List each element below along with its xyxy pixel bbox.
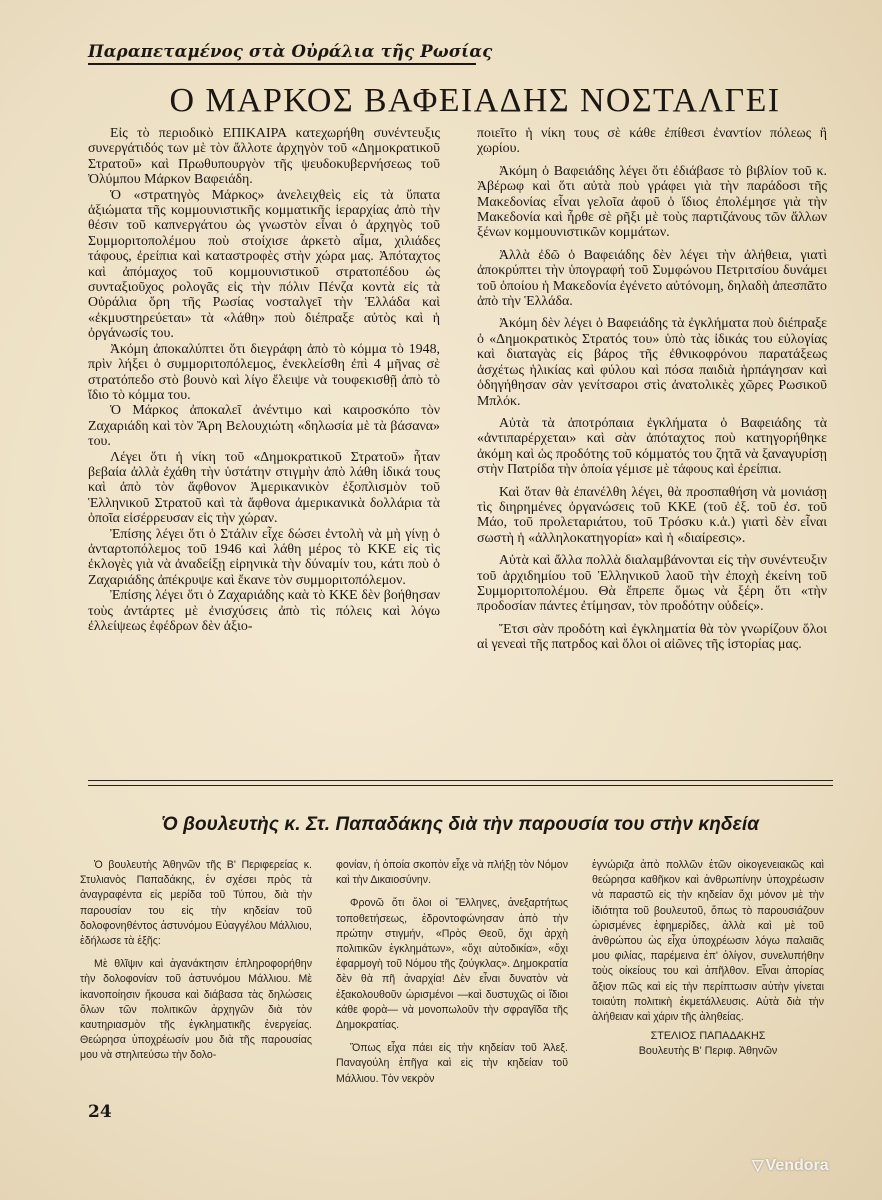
page-number: 24 bbox=[88, 1102, 112, 1122]
paragraph: φονίαν, ἡ ὁποία σκοπὸν εἶχε νὰ πλήξῃ τὸν Νόμον καὶ τὴν Δικαιοσύνην. bbox=[336, 859, 568, 887]
watermark bbox=[752, 1156, 829, 1175]
paragraph: Ὅπως εἶχα πάει εἰς τὴν κηδείαν τοῦ Ἀλεξ. Παναγούλη ἐπῆγα καὶ εἰς τὴν κηδείαν τοῦ Μάλλιου. Τὸν νεκρὸν bbox=[336, 1042, 568, 1085]
paragraph: Αὐτὰ καὶ ἄλλα πολλὰ διαλαμβάνονται εἰς τὴν συνέντευξιν τοῦ ἀρχιδημίου τοῦ Ἑλληνικοῦ λαοῦ τὴν ἐποχὴ ἐκείνη τοῦ Συμμοριτοπολέμου. Θὰ ἔπρεπε ὅμως νὰ ξέρη ὅτι «τὴν προδοσίαν πάντες ἐτίμησαν, τὸν προδότην οὐδείς». bbox=[477, 553, 827, 615]
paragraph: Ἀκόμη ἀποκαλύπτει ὅτι διεγράφη ἀπὸ τὸ κόμμα τὸ 1948, πρὶν λήξει ὁ συμμοριτοπόλεμος, ἐνεκλείσθη ἐπὶ 4 μῆνας σὲ στρατόπεδο στὸ βουνὸ καὶ λίγο ἔλειψε νὰ τουφεκισθῇ ἀπὸ τὸ ἴδιο τὸ κόμμα του. bbox=[88, 341, 440, 403]
second-article-headline: Ὁ βουλευτὴς κ. Στ. Παπαδάκης διὰ τὴν παρουσία του στὴν κηδεία bbox=[161, 814, 760, 835]
paragraph: Ὁ Μάρκος ἀποκαλεῖ ἀνέντιμο καὶ καιροσκόπο τὸν Ζαχαριάδη καὶ τὸν Ἄρη Βελουχιώτη «δηλωσία μὲ τὰ βάσανα» του. bbox=[88, 403, 440, 450]
paragraph: Φρονῶ ὅτι ὅλοι οἱ Ἕλληνες, ἀνεξαρτήτως τοποθετήσεως, ἐδροντοφώνησαν ἀπὸ τὴν πρώτην στιγμήν, «Πρὸς Θεοῦ, ὄχι ἀρχὴ πολιτικῶν ἐγκλημάτων», «ὄχι αὐτοδικία», «ὄχι ἐφαρμογὴ τοῦ Νόμου τῆς ζούγκλας». Δημοκρατία δὲν θὰ πῆ ἀναρχία! Δὲν εἶναι δυνατὸν νὰ ἐξακολουθοῦν ὡρισμένοι —καὶ δυστυχῶς οἱ ἴδιοι κάθε φορὰ— νὰ μονοπωλοῦν τὴν σφραγῖδα τῆς Δημοκρατίας. bbox=[336, 897, 568, 1032]
paragraph: Ἀλλὰ ἐδῶ ὁ Βαφειάδης δὲν λέγει τὴν ἀλήθεια, γιατὶ ἀποκρύπτει τὴν ὑπογραφή τοῦ Συμφώνου Πετριτσίου δυνάμει τοῦ ὁποίου ἡ Μακεδονία ἐγένετο αὐτόνομη, δηλαδὴ ἀπεσπᾶτο ἀπὸ τὴν Ἑλλάδα. bbox=[477, 247, 827, 310]
signature-name: ΣΤΕΛΙΟΣ ΠΑΠΑΔΑΚΗΣ bbox=[650, 1030, 766, 1043]
paragraph: Ἀκόμη ὁ Βαφειάδης λέγει ὅτι ἐδιάβασε τὸ βιβλίον τοῦ κ. Ἀβέρωφ καὶ ὅτι αὐτὰ ποὺ γράφει γιὰ τὴν παράδοσι τῆς Μακεδονίας εἶναι γελοῖα ἀφοῦ ὁ ἴδιος ἐπολέμησε γιὰ τὴν Μακεδονία καὶ ἦρθε σὲ ρῆξι μὲ τοὺς παρτιζάνους τῶν ἄλλων ξένων κομμουνιστικῶν κομμάτων. bbox=[477, 163, 827, 241]
article-column-right bbox=[477, 126, 827, 660]
paragraph: ποιεῖτο ἡ νίκη τους σὲ κάθε ἐπίθεσι ἐναντίον πόλεως ἢ χωρίου. bbox=[477, 126, 827, 157]
section-divider bbox=[88, 785, 833, 786]
second-article-column-3 bbox=[592, 858, 824, 1060]
second-article-column-1 bbox=[80, 858, 312, 1064]
paragraph: Ἔτσι σὰν προδότη καὶ ἐγκληματία θὰ τὸν γνωρίζουν ὅλοι αἱ γενεαὶ τῆς πατρδος καὶ ὅλοι οἱ αἰῶνες τῆς ἱστορίας μας. bbox=[477, 621, 827, 653]
paragraph: Ἐπίσης λέγει ὅτι ὁ Στάλιν εἶχε δώσει ἐντολὴ νὰ μὴ γίνῃ ὁ ἀνταρτοπόλεμος τοῦ 1946 καὶ λάθη μέρος τὸ ΚΚΕ εἰς τὶς ἐκλογὲς γιὰ νὰ ἀναδείξῃ εἰρηνικὰ τὴν δύναμίν του, κάτι ποὺ ὁ Ζαχαριάδης ἀπέκρυψε καὶ ἔκανε τὸν συμμοριτοπόλεμον. bbox=[88, 526, 440, 588]
paragraph: Καὶ ὅταν θὰ ἐπανέλθη λέγει, θὰ προσπαθήση νὰ μονιάσῃ τὶς διηρημένες ὀργανώσεις τοῦ ΚΚΕ (τοῦ ἐξ. τοῦ ἐσ. τοῦ Μάο, τοῦ προλεταριάτου, τοῦ Τρόσκυ κ.ἁ.) γιατὶ δὲν εἶναι σωστὴ ἡ «ἀλληλοκατηγορία» καὶ ἡ «διαίρεσις». bbox=[477, 484, 827, 546]
second-article-column-2 bbox=[336, 858, 568, 1087]
signature-role: Βουλευτὴς Β' Περιφ. Ἀθηνῶν bbox=[638, 1045, 778, 1058]
article-column-left bbox=[88, 126, 440, 634]
paragraph: Λέγει ὅτι ἡ νίκη τοῦ «Δημοκρατικοῦ Στρατοῦ» ἦταν βεβαία ἀλλὰ ἐχάθη τὴν ὑστάτην στιγμὴν ἀπὸ λάθη ἰδικά τους καὶ ἀπὸ τὸν ἄφθονον Ἀμερικανικὸν ἐξοπλισμὸν τοῦ Ἑλληνικοῦ Στρατοῦ καὶ τὰ ἄφθονα ἀμερικανικὰ δολλάρια τὰ ὁποῖα εἰσέρρευσαν εἰς τὴν χώραν. bbox=[88, 449, 440, 527]
paragraph: Ὁ βουλευτὴς Ἀθηνῶν τῆς Β' Περιφερείας κ. Στυλιανὸς Παπαδάκης, ἐν σχέσει πρὸς τὰ ἀναγραφέντα εἰς μερίδα τοῦ Τύπου, διὰ τὴν παρουσίαν του εἰς τὴν κηδείαν τοῦ δολοφονηθέντος ἀστυνόμου Εὐαγγέλου Μάλλιου, ἐδήλωσε τὰ ἑξῆς: bbox=[80, 859, 312, 948]
article-headline: Ο ΜΑΡΚΟΣ ΒΑΦΕΙΑΔΗΣ ΝΟΣΤΑΛΓΕΙ bbox=[169, 82, 781, 119]
section-divider bbox=[88, 780, 833, 781]
paragraph: Εἰς τὸ περιοδικὸ ΕΠΙΚΑΙΡΑ κατεχωρήθη συνέντευξις συνεργάτιδός των μὲ τὸν ἄλλοτε ἀρχηγὸν τοῦ «Δημοκρατικοῦ Στρατοῦ» καὶ Πρωθυπουργὸν τῆς ψευδοκυβερνήσεως τοῦ Ὀλύμπου Μάρκον Βαφειάδη. bbox=[88, 126, 440, 188]
article-kicker: Παραπεταμένος στὰ Οὐράλια τῆς Ρωσίας bbox=[88, 42, 476, 65]
paragraph: ἐγνώριζα ἀπὸ πολλῶν ἐτῶν οἰκογενειακῶς καὶ θεώρησα καθῆκον καὶ ἀνθρωπίνην ὑποχρέωσιν νὰ παραστῶ εἰς τὴν κηδείαν ὄχι μόνον μὲ τὴν ἰδιότητα τοῦ βουλευτοῦ, ὅπως τὸ παρουσιάζουν ὡρισμένες ἐφημερίδες, ἀλλὰ καὶ μὲ τοῦ ἀνθρώπου ὡς εἶχα ὑποχρέωσιν λόγω παλαιᾶς μου φιλίας, παρέμεινα ἐπ' ὀλίγον, συνελυπήθην τοὺς οἰκείους του καὶ ἀπῆλθον. Εἶναι ἀπορίας ἄξιον πῶς καὶ εἰς τὴν περίπτωσιν αὐτὴν γίνεται τοιαύτη πολιτικὴ ἐκμετάλλευσις. Αὐτὰ διὰ τὴν ἀλήθειαν καὶ χάριν τῆς ἀληθείας. bbox=[592, 859, 824, 1024]
paragraph: Μὲ θλῖψιν καὶ ἀγανάκτησιν ἐπληροφορήθην τὴν δολοφονίαν τοῦ ἀστυνόμου Μάλλιου. Μὲ ἱκανοποίησιν ἤκουσα καὶ διάβασα τὰς δηλώσεις ὅλων τῶν πολιτικῶν ἀρχηγῶν διὰ τὸν καυτηριασμὸν τῆς ἐγκληματικῆς ἐνεργείας. Θεώρησα ὑποχρέωσίν μου διὰ τῆς παρουσίας μου νὰ στηλιτεύσω τὴν δολο- bbox=[80, 958, 312, 1062]
watermark-text: Vendora bbox=[765, 1157, 829, 1174]
vendora-logo-icon: ▽ bbox=[752, 1157, 764, 1174]
paragraph: Ἀκόμη δὲν λέγει ὁ Βαφειάδης τὰ ἐγκλήματα ποὺ διέπραξε ὁ «Δημοκρατικὸς Στρατός του» ὑπὸ τὰς ἰδικάς του εὐλογίας καὶ διαταγὰς εἰς βάρος τῆς ἐθνικοφρόνου παρατάξεως ἀσχέτως ἡλικίας καὶ φύλου καὶ πόσα παιδιὰ ἡρπάγησαν καὶ ὁδηγήθησαν σὰν γενίτσαροι στὶς ἀνατολικὲς χῶρες Ρωσικοῦ Μπλόκ. bbox=[477, 316, 827, 409]
paragraph: Ὁ «στρατηγὸς Μάρκος» ἀνελειχθεὶς εἰς τὰ ὕπατα ἀξιώματα τῆς κομμουνιστικῆς κομματικῆς ἱεραρχίας ἀπὸ τὴν θέσιν τοῦ καπνεργάτου ὡς γνωστὸν εἶναι ὁ ἀρχηγὸς τοῦ Συμμοριτοπολέμου ποὺ στοίχισε ἀρκετὸ αἷμα, χιλιάδες τάφους, ἐρείπια καὶ καταστροφὲς στὴν χώρα μας. Ἀπόταχτος καὶ ἀπόμαχος τοῦ κομμουνιστικοῦ στρατοπέδου ὡς συνταξιοῦχος ρολογᾶς εἰς τὴν πόλιν Πένζα κοντὰ εἰς τὰ Οὐράλια ὄρη τῆς Ρωσίας νοσταλγεῖ τὴν Ἑλλάδα καὶ «ἐκμυστηρεύεται» τὰ «λάθη» ποὺ διέπραξε αὐτὸς καὶ ἡ ὀργάνωσίς του. bbox=[88, 187, 440, 342]
paragraph: Αὐτὰ τὰ ἀποτρόπαια ἐγκλήματα ὁ Βαφειάδης τὰ «ἀντιπαρέρχεται» καὶ σὰν ἀπόταχτος ποὺ κατηγορήθηκε ἀκόμη καὶ ὡς προδότης τοῦ κόμματός του ζητᾶ νὰ ξαναγυρίσῃ στὴν Πατρίδα τὴν ὁποία γέμισε μὲ τάφους καὶ ἐρείπια. bbox=[477, 415, 827, 478]
paragraph: Ἐπίσης λέγει ὅτι ὁ Ζαχαριάδης καὰ τὸ ΚΚΕ δὲν βοήθησαν τοὺς ἀντάρτες μὲ ἐνισχύσεις ἀπὸ τὶς πόλεις καὶ λόγω ἐλλείψεως ἐφέδρων δὲν ἀξιο- bbox=[88, 588, 440, 634]
